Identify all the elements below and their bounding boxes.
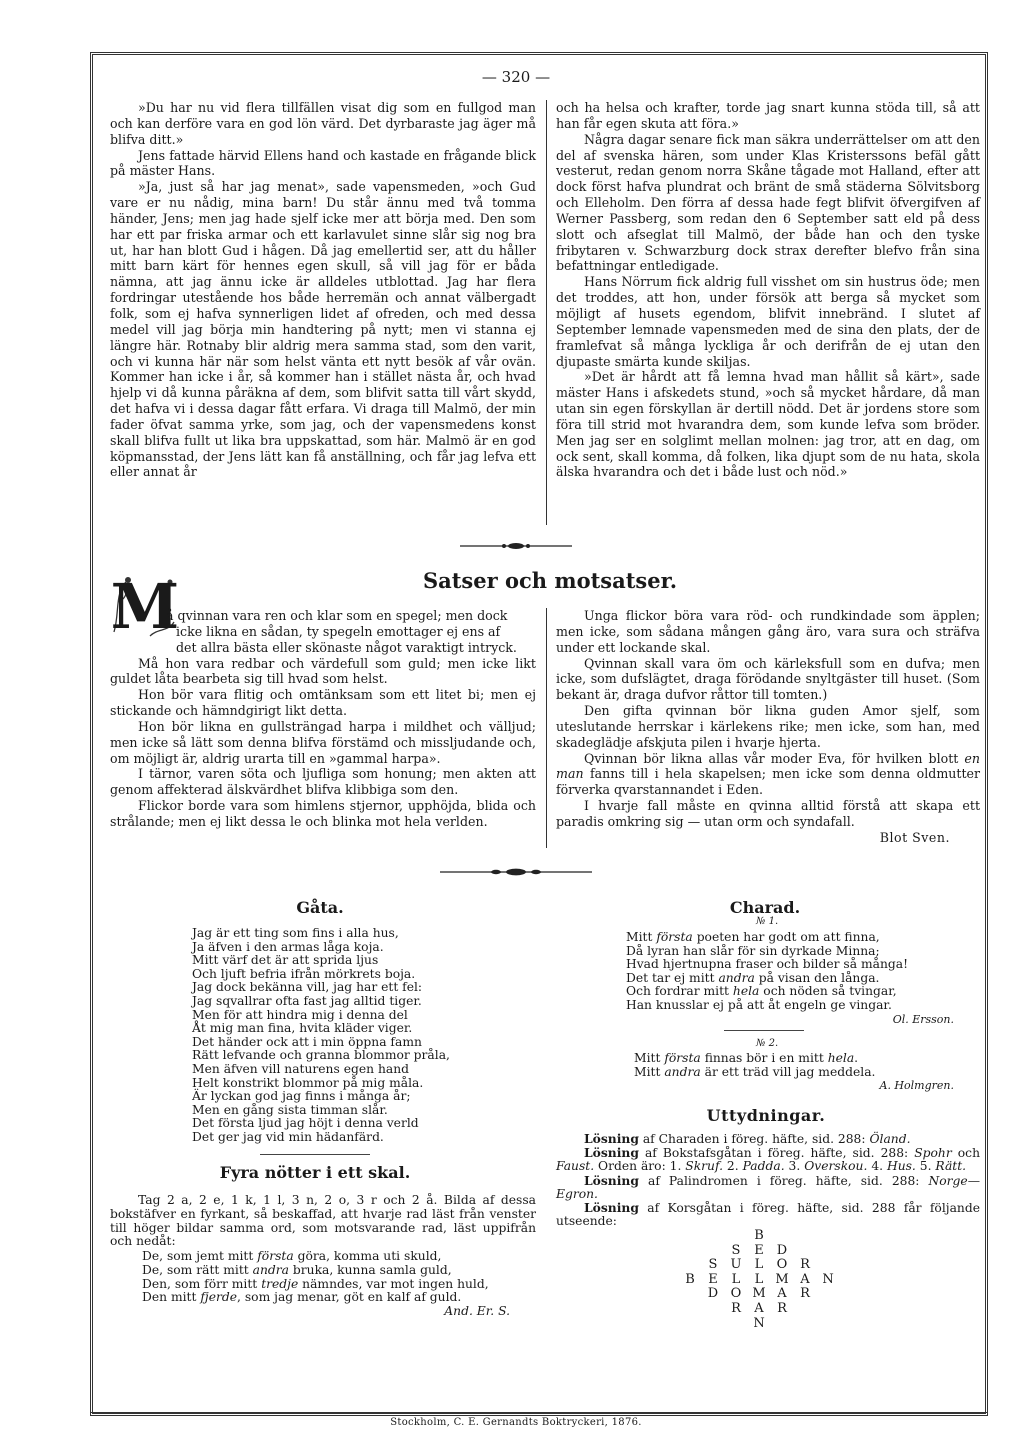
short-rule (260, 1154, 370, 1155)
italic-run: hela (827, 1051, 855, 1065)
fyra-verse (142, 1250, 522, 1319)
text-run: De, som jemt mitt (142, 1249, 254, 1263)
satser-first-line: icke likna en sådan, ty spegeln emottager ej ens af (176, 623, 501, 639)
italic-run: Spohr (914, 1146, 952, 1161)
text-run: finnas bör i en mitt (704, 1051, 824, 1065)
cross-letter: B (754, 1228, 764, 1243)
cross-letter: S (708, 1257, 718, 1273)
text-run: , som jag menar, göt en kalf af guld. (237, 1290, 462, 1305)
italic-run: andra (252, 1262, 289, 1277)
cross-letter: E (708, 1271, 718, 1287)
text-run: fanns till i hela skapelsen; men icke som denna oldmutter förverka qvarstannandet i Eden. (556, 766, 980, 798)
column-divider (546, 608, 547, 848)
charad-2 (634, 1052, 956, 1093)
satser-first-line: å qvinnan vara ren och klar som en spegel; men dock (166, 608, 508, 623)
page-number: — 320 — (481, 68, 551, 86)
text-run: Qvinnan bör likna allas vår moder Eva, för hvilken blott (584, 750, 959, 766)
text-run: nämndes, var mot ingen huld, (302, 1276, 489, 1291)
text-run: Mitt (626, 930, 653, 944)
cross-letter: S (731, 1242, 741, 1258)
text-run: Mitt (634, 1064, 661, 1079)
text-run: De, som rätt mitt (142, 1262, 249, 1277)
poem-line: Det händer ock att i min öppna famn (192, 1034, 422, 1049)
section-ornament (440, 866, 592, 880)
text-run: . (854, 1051, 859, 1065)
story-paragraph: Några dagar senare fick man säkra underrättelser om att den del af svenska hären, som under Klas Kristerssons befäl gått vesterut, redan genom norra Skåne tågade mot Halland, efter att dock först hafva plundrat och bränt de små städerna Sölvitsborg och Elleholm. Den förra af dessa hade fegt blifvit öfvergifven af Werner Passberg, som redan den 6 September satt eld på dess slott och afseglat till Malmö, der både han och den tyske fribytaren v. Schwarzburg dock strax derefter blefvo från sina befattningar entledigade. (556, 131, 980, 274)
italic-run: en man (556, 750, 980, 782)
italic-run: tredje (261, 1276, 299, 1291)
solution-lead: Lösning (584, 1200, 639, 1216)
satser-paragraph: Må hon vara redbar och värdefull som guld; men icke likt guldet låta bearbeta sig till hvad som helst. (110, 655, 536, 687)
italic-run: Rätt. (935, 1159, 967, 1174)
poem-line: Jag sqvallrar ofta fast jag alltid tiger. (192, 993, 422, 1008)
text-run: och (957, 1146, 980, 1161)
poem-line (634, 1052, 956, 1066)
text-run: 3. (788, 1159, 801, 1174)
text-run: Mitt (634, 1051, 661, 1065)
drop-initial-letter: M (110, 570, 180, 643)
cross-letter: M (775, 1271, 789, 1287)
cross-letter: D (776, 1242, 788, 1258)
satser-paragraph: Hon bör likna en gullsträngad harpa i mildhet och välljud; men icke så lätt som denna blifva förstämd och missljudande och, om möjligt är, aldrig urarta till en »gammal harpa». (110, 718, 536, 766)
italic-run: första (664, 1051, 701, 1065)
charad-title: Charad. (729, 898, 801, 917)
ornament-flourish-icon (440, 867, 592, 877)
text-run: är ett träd vill jag meddela. (704, 1064, 876, 1079)
text-run: af Bokstafsgåtan i föreg. häfte, sid. 288: (644, 1146, 909, 1161)
text-run: och nöden så tvingar, (763, 984, 897, 999)
cross-letter: R (800, 1257, 810, 1273)
cross-letter: L (731, 1271, 741, 1287)
printer-imprint: Stockholm, C. E. Gernandts Boktryckeri, 1876. (390, 1417, 642, 1428)
gata-title: Gåta. (296, 898, 344, 917)
satser-paragraph: Den gifta qvinnan bör likna guden Amor sjelf, som uteslutande herrskar i kärlekens rike; men icke, som han, med skadeglädje afskjuta pilen i hvarje hjerta. (556, 703, 980, 750)
italic-run: Padda. (742, 1159, 785, 1174)
solution-line (556, 1132, 980, 1146)
text-run: poeten har godt om att finna, (696, 930, 880, 944)
charad-1 (626, 931, 956, 1026)
text-run: 2. (726, 1159, 739, 1174)
gata-poem (192, 927, 482, 1145)
poem-line: Men äfven vill naturens egen hand (192, 1061, 409, 1076)
cross-letter: O (776, 1257, 788, 1273)
poem-line: Men en gång sista timman slår. (192, 1102, 388, 1117)
signature: Ol. Ersson. (892, 1012, 954, 1026)
story-paragraph: och ha helsa och krafter, torde jag snart kunna stöda till, så att han får egen skuta att föra.» (556, 100, 980, 131)
satser-paragraph: I hvarje fall måste en qvinna alltid förstå att skapa ett paradis omkring sig — utan orm och syndafall. (556, 798, 980, 829)
text-run: Orden äro: 1. (598, 1159, 682, 1174)
text-run: göra, komma uti skuld, (297, 1249, 442, 1263)
satser-paragraph: Qvinnan skall vara öm och kärleksfull som en dufva; men icke, som dufslägtet, draga förödande snyltgäster till huset. (Som bekant är, draga dufvor råttor till tomten.) (556, 655, 980, 703)
poem-line (634, 1066, 956, 1080)
poem-line: Ja äfven i den armas låga koja. (192, 939, 384, 954)
poem-line: Åt mig man fina, hvita kläder viger. (192, 1021, 413, 1036)
solution-line (556, 1201, 980, 1228)
poem-line (142, 1278, 522, 1292)
italic-run: första (257, 1249, 294, 1263)
cross-letter: E (754, 1242, 764, 1258)
italic-run: Öland. (869, 1132, 911, 1146)
poem-line: Han knusslar ej på att åt engeln ge vingar. (626, 997, 892, 1012)
italic-run: andra (718, 970, 755, 985)
fyra-title: Fyra nötter i ett skal. (219, 1163, 411, 1182)
column-divider (546, 100, 547, 525)
italic-run: första (656, 930, 693, 944)
satser-paragraph: I tärnor, varen söta och ljufliga som honung; men akten att genom affekterad älskvärdhet blifva klibbiga som den. (110, 766, 536, 798)
satser-right-column (556, 608, 980, 846)
solution-line (556, 1174, 980, 1201)
poem-line: Men för att hindra mig i denna del (192, 1007, 408, 1022)
poem-line: Är lyckan god jag finns i många år; (192, 1089, 411, 1104)
poem-line (142, 1291, 522, 1305)
satser-first-line: det allra bästa eller skönaste något varaktigt intryck. (176, 639, 517, 655)
poem-line: Det första ljud jag höjt i denna verld (192, 1116, 419, 1131)
text-run: på visan den långa. (758, 970, 880, 985)
satser-paragraph: Flickor borde vara som himlens stjernor, upphöjda, blida och strålande; men ej likt dessa le och blinka mot hela verlden. (110, 798, 536, 829)
fyra-intro-text: Tag 2 a, 2 e, 1 k, 1 l, 3 n, 2 o, 3 r och 2 å. Bilda af dessa bokstäfver en fyrkant, så beskaffad, att hvarje rad läst från venster till höger bildar samma ord, som motsvarande rad, läst uppifrån och nedåt: (110, 1193, 536, 1249)
text-run: af Charaden i föreg. häfte, sid. 288: (642, 1132, 866, 1146)
cross-letter: A (754, 1301, 764, 1316)
satser-paragraph: Unga flickor böra vara röd- och rundkindade som äpplen; men icke, som sådana mången gång äro, vara sura och sträfva under ett lockande skal. (556, 608, 980, 655)
uttydningar-title: Uttydningar. (706, 1106, 826, 1125)
poem-line (626, 985, 956, 999)
cross-letter: N (753, 1315, 765, 1331)
ornament-flourish-icon (460, 541, 572, 551)
cross-letter: A (777, 1286, 787, 1302)
poem-line: Hvad hjertnupna fraser och bilder så många! (626, 957, 909, 972)
text-run: bruka, kunna samla guld, (292, 1262, 452, 1277)
solution-lead: Lösning (584, 1172, 639, 1188)
cross-letter: N (822, 1271, 834, 1287)
poem-line (626, 931, 956, 945)
fyra-intro (110, 1194, 536, 1249)
poem-line (142, 1264, 522, 1278)
short-rule (724, 1030, 804, 1031)
signature: Blot Sven. (879, 829, 950, 845)
italic-run: Skruf. (685, 1159, 723, 1174)
poem-line: Det ger jag vid min hädanfärd. (192, 1129, 384, 1144)
story-paragraph: »Du har nu vid flera tillfällen visat dig som en fullgod man och kan derföre vara en god lön värd. Det dyrbaraste jag äger må blifva ditt.» (110, 100, 536, 147)
satser-paragraph (556, 751, 980, 799)
story-paragraph: »Ja, just så har jag menat», sade vapensmeden, »och Gud vare er nu nådig, mina barn! Du står ännu med två tomma händer, Jens; men jag hade sjelf icke mer att börja med. Den som har ett par friska armar och ett karlavulet sinne slår sig nog bra ut, har han blott Gud i hågen. Då jag emellertid ser, att du håller mitt barn kärt för hennes egen skull, så vill jag för er båda nämna, att jag ännu icke är alldeles utblottad. Jag har flera fordringar utestående hos både herremän och annat välbergadt folk, som ej hafva synnerligen lidet af ofreden, och med dessa medel vill jag börja min handtering på nytt; men vi stanna ej längre här. Rotnaby blir aldrig mera samma stad, som den varit, och vi kunna här när som helst vänta ett nytt besök af vår ovän. Kommer han icke i år, så kommer han i stället nästa år, och hvad hjelp vi då kunna påräkna af dem, som blifvit satta till vårt skydd, det hafva vi i dessa dagar fått erfara. Vi draga till Malmö, der min fader öfvat samma yrke, som jag, och der vapensmedens konst skall blifva fullt ut lika bra uppskattad, som här. Malmö är en god köpmansstad, der Jens lätt kan få anställning, och får jag lefva ett eller annat år (110, 179, 536, 480)
uttydningar-body (556, 1132, 980, 1228)
text-run: 5. (919, 1159, 932, 1174)
solution-lead: Lösning (584, 1145, 639, 1161)
cross-solution-grid (680, 1228, 860, 1398)
cross-letter: R (731, 1301, 741, 1316)
poem-line: Rätt lefvande och granna blommor pråla, (192, 1048, 450, 1063)
charad-number: № 1. (756, 916, 779, 927)
italic-run: Norge—Egron. (556, 1173, 980, 1201)
italic-run: hela (732, 984, 760, 999)
cross-letter: L (754, 1271, 764, 1287)
cross-letter: R (777, 1301, 787, 1316)
poem-line: Helt konstrikt blommor på mig måla. (192, 1075, 424, 1090)
poem-line (142, 1250, 522, 1264)
poem-line: Jag dock bekänna vill, jag har ett fel: (192, 980, 423, 995)
text-run: Och fordrar mitt (626, 984, 729, 999)
story-right-column (556, 100, 980, 480)
text-run: Den, som förr mitt (142, 1276, 258, 1291)
italic-run: fjerde (200, 1290, 238, 1305)
text-run: Det tar ej mitt (626, 970, 715, 985)
cross-letter: L (754, 1257, 764, 1273)
bottom-rule (90, 1412, 988, 1413)
cross-letter: A (800, 1271, 810, 1287)
italic-run: Overskou. (804, 1159, 868, 1174)
text-run: af Palindromen i föreg. häfte, sid. 288: (647, 1173, 920, 1188)
story-paragraph: »Det är hårdt att få lemna hvad man hållit så kärt», sade mäster Hans i afskedets stund, »och så mycket hårdare, då man utan sin egen förskyllan är dertill nödd. Det är jordens store som föra till strid mot hvarandra dem, som kunde lefva som bröder. Men jag ser en solglimt mellan molnen: jag tror, att en dag, om ock sent, skall komma, då folken, lika djupt som de nu hata, skola älska hvarandra och det i både lust och nöd.» (556, 369, 980, 480)
text-run: 4. (871, 1159, 884, 1174)
cross-letter: D (707, 1286, 719, 1302)
cross-letter: M (752, 1286, 766, 1302)
charad-number: № 2. (756, 1038, 779, 1049)
story-paragraph: Hans Nörrum fick aldrig full visshet om sin hustrus öde; men det troddes, att hon, under försök att berga så mycket som möjligt af husets egendom, blifvit innebränd. I slutet af September lemnade vapensmeden med de sina den plats, der de framlefvat så många lyckliga år och derifrån de ej utan den djupaste smärta kunde skiljas. (556, 274, 980, 369)
cross-letter: U (730, 1257, 742, 1273)
satser-left-column (110, 608, 536, 830)
italic-run: Hus. (886, 1159, 916, 1174)
poem-line: Då lyran han slår för sin dyrkade Minna; (626, 943, 880, 958)
solution-lead: Lösning (584, 1131, 639, 1146)
satser-title: Satser och motsatser. (422, 568, 678, 593)
story-left-column (110, 100, 536, 480)
italic-run: Faust. (556, 1159, 595, 1174)
cross-letter: B (685, 1271, 695, 1287)
story-paragraph: Jens fattade härvid Ellens hand och kastade en frågande blick på mäster Hans. (110, 147, 536, 179)
cross-letter: R (800, 1286, 810, 1302)
cross-letter: O (730, 1286, 742, 1302)
italic-run: andra (664, 1064, 701, 1079)
text-run: Den mitt (142, 1290, 197, 1305)
text-run: af Korsgåtan i föreg. häfte, sid. 288 får följande utseende: (556, 1201, 980, 1229)
poem-line: Mitt värf det är att sprida ljus (192, 953, 379, 968)
satser-paragraph: Hon bör vara flitig och omtänksam som ett litet bi; men ej stickande och hämndgirigt likt detta. (110, 687, 536, 719)
solution-line (556, 1146, 980, 1173)
poem-line: Och ljuft befria ifrån mörkrets boja. (192, 966, 416, 981)
signature: A. Holmgren. (879, 1079, 954, 1093)
section-ornament (460, 540, 572, 554)
poem-line: Jag är ett ting som fins i alla hus, (192, 926, 399, 940)
signature: And. Er. S. (444, 1304, 510, 1319)
